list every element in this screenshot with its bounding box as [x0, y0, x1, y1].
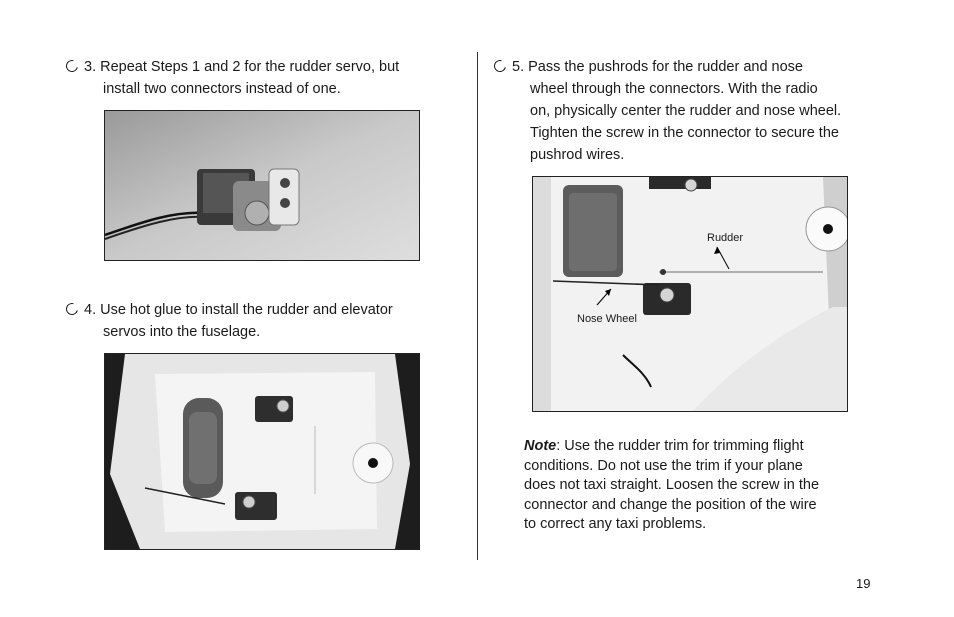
page-number: 19 [856, 576, 871, 591]
step-4-line-1: 4. Use hot glue to install the rudder and elevator [84, 302, 393, 318]
rudder-label: Rudder [707, 232, 744, 244]
step-5-line-2: wheel through the connectors. With the radio [530, 81, 818, 97]
step-3 [66, 56, 399, 100]
note-line-3: does not taxi straight. Loosen the screw in the [524, 477, 820, 493]
step-5-line-5: pushrod wires. [530, 147, 625, 163]
nose-wheel-label: Nose Wheel [577, 313, 637, 325]
note-label: Note [524, 438, 557, 454]
step-4 [66, 299, 393, 343]
fuselage-servos-photo [104, 353, 420, 550]
step-5-line-1: 5. Pass the pushrods for the rudder and nose [512, 59, 803, 75]
servo-connectors-photo [104, 110, 420, 261]
pushrod-connectors-photo [532, 176, 848, 412]
note-line-5: to correct any taxi problems. [524, 516, 707, 532]
note-line-1: : Use the rudder trim for trimming flight [556, 438, 804, 454]
step-5-line-3: on, physically center the rudder and nose wheel. [530, 103, 842, 119]
step-5 [494, 56, 841, 166]
note-line-4: connector and change the position of the wire [524, 496, 817, 513]
step-5-line-4: Tighten the screw in the connector to secure the [530, 125, 839, 141]
note-paragraph [524, 437, 819, 535]
checkbox-circle-icon [64, 301, 80, 317]
step-3-line-1: 3. Repeat Steps 1 and 2 for the rudder servo, but [84, 59, 400, 75]
step-3-line-2: install two connectors instead of one. [103, 81, 341, 97]
step-4-line-2: servos into the fuselage. [103, 324, 261, 340]
column-divider [477, 52, 478, 560]
note-line-2: conditions. Do not use the trim if your plane [524, 457, 803, 474]
checkbox-circle-icon [64, 58, 80, 74]
checkbox-circle-icon [492, 58, 508, 74]
